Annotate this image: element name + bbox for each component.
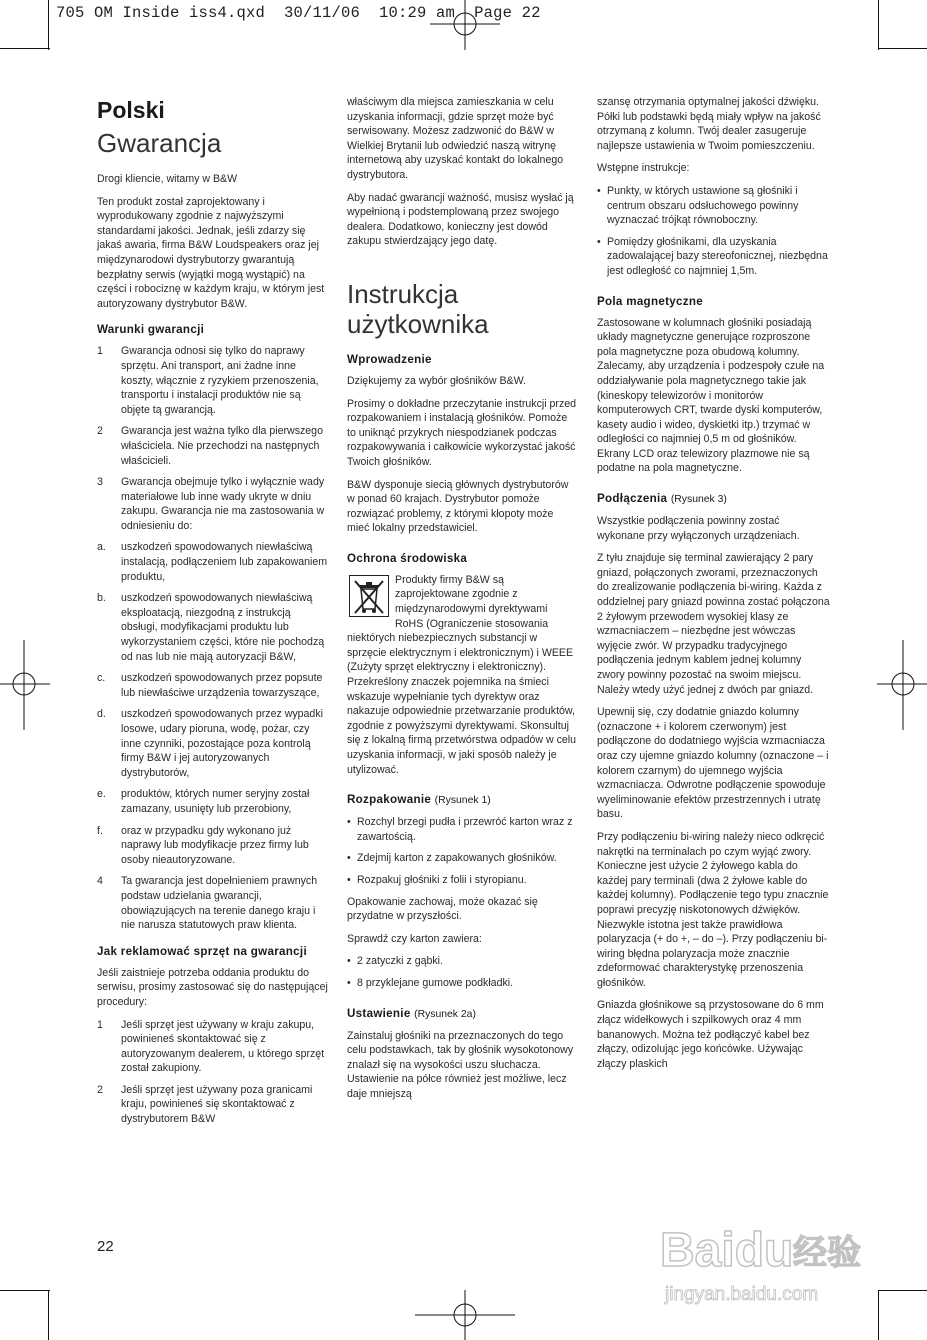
list-item: b. uszkodzeń spowodowanych niewłaściwą eksploatacją, niezgodną z instrukcją obsługi, modyfikacjami produktu lub wykorzystaniem części, które nie pochodzą od nas lub nie mają autoryzacji B&W,: [97, 592, 325, 663]
paragraph: Zainstaluj głośniki na przeznaczonych do tego celu podstawkach, tak by głośnik wysokotonowy znalazł się na wysokości uszu słuchacza. Ustawienie na półce również jest możliwe, lecz daje mniejszą: [347, 1029, 574, 1100]
list-item: • Punkty, w których ustawione są głośniki i centrum obszaru odsłuchowego powinny wyznaczać trójkąt równoboczny.: [597, 184, 799, 227]
list-item: e. produktów, których numer seryjny został zamazany, usunięty lub przerobiony,: [97, 788, 310, 815]
registration-mark-top: [430, 0, 500, 50]
list-item: • Rozchyl brzegi pudła i przewróć karton wraz z zawartością.: [347, 816, 573, 843]
paragraph: szansę otrzymania optymalnej jakości dźwięku. Półki lub podstawki będą miały wpływ na jakość otrzymaną z kolumn. Twój dealer zasugeruje najlepsze ustawienia w Twoim pomieszczeniu.: [597, 96, 821, 152]
list-item: • Rozpakuj głośniki z folii i styropianu.: [347, 873, 527, 886]
weee-bin-icon: [349, 575, 389, 617]
section-title-manual: Instrukcja użytkownika: [347, 278, 489, 339]
watermark-brand: Baidu: [660, 1224, 794, 1277]
column-3: [597, 95, 830, 1079]
list-item: f. oraz w przypadku gdy wykonano już naprawy lub modyfikacje przez firmy lub osoby nieautoryzowane.: [97, 824, 309, 866]
watermark-cn: 经验: [793, 1233, 861, 1273]
paragraph: Wstępne instrukcje:: [597, 162, 690, 175]
list-item: • 8 przyklejane gumowe podkładki.: [347, 976, 514, 989]
registration-mark-right: [877, 640, 927, 730]
paragraph: Ten produkt został zaprojektowany i wyprodukowany zgodnie z najwyższymi standardami jakości. Jednak, jeśli zdarzy się jakaś awaria, firma B&W Loudspeakers oraz jej międzynarodowi dystrybutorzy gwarantują bezpłatny serwis (wyjątki mogą wystąpić) na części i robociznę w każdym kraju, w którym jest autoryzowany dystrybutor B&W.: [97, 195, 325, 310]
paragraph: Prosimy o dokładne przeczytanie instrukcji przed rozpakowaniem i instalacją głośników. Pomoże to uniknąć przykrych niespodzianek podczas rozpakowywania i całkowicie wykorzystać jakość Twoich głośników.: [347, 397, 577, 468]
registration-mark-bottom: [415, 1290, 515, 1340]
paragraph: Produkty firmy B&W są zaprojektowane zgodnie z międzynarodowymi dyrektywami RoHS (Ograniczenie stosowania niektórych niebezpiecznych substancji w sprzęcie elektrycznym i elektronicznym) i WEEE (Zużyty sprzęt elektryczny i elektroniczny). Przekreślony znaczek pojemnika na śmieci wskazuje wypełnianie tych dyrektyw oraz nakazuje odpowiednie przetwarzanie produktów, zgodnie z powyższymi dyrektywami. Skonsultuj się z lokalną firmą przetwórstwa odpadów w celu uzyskania informacji, w jaki sposób należy je utylizować.: [347, 573, 577, 776]
list-item: 2 Jeśli sprzęt jest używany poza granicami kraju, powinieneś się skontaktować z dystrybutorem B&W: [97, 1083, 313, 1126]
section-heading-terms: Warunki gwarancji: [97, 323, 205, 337]
paragraph: Jeśli zaistnieje potrzeba oddania produktu do serwisu, prosimy zastosować się do następującej procedury:: [97, 966, 328, 1008]
section-heading-claim: Jak reklamować sprzęt na gwarancji: [97, 944, 307, 958]
paragraph: Przy podłączeniu bi-wiring należy nieco odkręcić nakrętki na terminalach po czym wyjąć zwory. Konieczne jest użycie 2 żyłowego kabla do każdej pary terminali (dwa 2 żyłowe kable do każdej kolumny). Podłączenie tego typu znacznie poprawi precyzję niskotonowych dźwięków. Niezwykle istotna jest także prawidłowa polaryzacja (+ do +, – do –). Przy podłączeniu bi-wiring błędna polaryzacja może znacznie zdeformować charakterystykę przenoszenia głośników.: [597, 830, 829, 989]
claim-list: [97, 1018, 329, 1127]
paragraph: B&W dysponuje siecią głównych dystrybutorów w ponad 60 krajach. Dystrybutor pomoże rozwiązać problemy, z którymi kłopoty może mieć lokalny przedstawiciel.: [347, 478, 569, 535]
list-item: 1 Gwarancja odnosi się tylko do naprawy sprzętu. Ani transport, ani żadne inne koszty, włącznie z ryzykiem przenoszenia, transportu i instalacji produktów nie są objęte tą gwarancją.: [97, 345, 319, 416]
paragraph: Opakowanie zachowaj, może okazać się przydatne w przyszłości.: [347, 895, 538, 923]
list-item: d. uszkodzeń spowodowanych przez wypadki losowe, udary pioruna, wodę, pożar, czy inne czynniki, pozostające poza kontrolą firmy B&W i jej autoryzowanych dystrybutorów,: [97, 708, 323, 779]
paragraph: Sprawdź czy karton zawiera:: [347, 932, 482, 945]
paragraph: Drogi kliencie, witamy w B&W: [97, 173, 238, 185]
page-title: Gwarancja: [97, 128, 222, 158]
section-heading-environment: Ochrona środowiska: [347, 551, 468, 565]
list-item: 4 Ta gwarancja jest dopełnieniem prawnych podstaw udzielania gwarancji, obowiązujących na terenie danego kraju i nie narusza statutowych praw klienta.: [97, 875, 318, 932]
list-item: c. uszkodzeń spowodowanych przez popsute lub niewłaściwe urządzenia towarzyszące,: [97, 672, 323, 699]
terms-list: [97, 344, 329, 932]
paragraph: Zastosowane w kolumnach głośniki posiadają układy magnetyczne generujące rozproszone pola magnetyczne poza obudową kolumny. Zalecamy, aby urządzenia i podzespoły czułe na oddziaływanie pola magnetycznego takie jak (kineskopy telewizorów i monitorów komputerowych CRT, twarde dyski komputerów, kasety audio i wideo, dyskietki itp.) trzymać w odległości co najmniej 0,5 m od głośników. Ekrany LCD oraz telewizory plazmowe nie są podatne na pola magnetyczne.: [597, 316, 825, 475]
paragraph: Wszystkie podłączenia powinny zostać wykonane przy wyłączonych urządzeniach.: [597, 515, 800, 542]
list-item: • Pomiędzy głośnikami, dla uzyskania zadowalającej bazy stereofonicznej, niezbędna jest odległość co najmniej 1,5m.: [597, 235, 828, 277]
paragraph: Gniazda głośnikowe są przystosowane do 6 mm złącz widełkowych i szpilkowych oraz 4 mm bananowych. Można też podłączyć kabel bez złączy, odizolując jego końcówke. Używając złączy plaskich: [597, 999, 824, 1070]
column-1: [97, 97, 329, 1134]
list-item: 3 Gwarancja obejmuje tylko i wyłącznie wady materiałowe lub inne wady ukryte w dniu zakupu. Gwarancja nie ma zastosowania w odniesieniu do:: [97, 476, 325, 532]
section-heading-intro: Wprowadzenie: [347, 352, 432, 366]
list-item: 2 Gwarancja jest ważna tylko dla pierwszego właściciela. Nie przechodzi na następnych właścicieli.: [97, 425, 323, 467]
print-slug: 705 OM Inside iss4.qxd 30/11/06 10:29 am Page 22: [56, 4, 541, 22]
section-heading-magnetic: Pola magnetyczne: [597, 294, 703, 308]
language-heading: Polski: [97, 97, 165, 123]
list-item: a. uszkodzeń spowodowanych niewłaściwą instalacją, podłączeniem lub zapakowaniem produktu,: [97, 541, 328, 583]
list-item: • 2 zatyczki z gąbki.: [347, 955, 443, 968]
list-item: • Zdejmij karton z zapakowanych głośników.: [347, 852, 557, 865]
baidu-watermark: [655, 1208, 870, 1308]
section-heading-placement: Ustawienie (Rysunek 2a): [347, 1006, 476, 1020]
paragraph: Dziękujemy za wybór głośników B&W.: [347, 374, 526, 387]
list-item: 1 Jeśli sprzęt jest używany w kraju zakupu, powinieneś skontaktować się z autoryzowanym dealerem, u którego sprzęt został zakupiony.: [97, 1018, 325, 1075]
page-number: 22: [97, 1238, 114, 1255]
paragraph: Aby nadać gwarancji ważność, musisz wysłać ją wypełnioną i podstemplowaną przez swojego dealera. Dodatkowo, konieczny jest dowód zakupu stwierdzający jego datę.: [347, 191, 574, 248]
section-heading-connections: Podłączenia (Rysunek 3): [597, 492, 727, 506]
paragraph: Upewnij się, czy dodatnie gniazdo kolumny (oznaczone + i kolorem czerwonym) jest podłączone do dodatniego wyjścia wzmacniacza oraz czy ujemne gniazdo kolumny (oznaczone – i kolorem czarnym) do ujemnego wyjścia wzmacniacza. Odwrotne podłączenie spowoduje wyeliminowanie efektów przestrzennych i utratę basu.: [597, 706, 829, 821]
watermark-url: jingyan.baidu.com: [665, 1284, 819, 1305]
registration-mark-left: [0, 640, 50, 730]
column-2: [347, 95, 577, 1110]
paragraph: właściwym dla miejsca zamieszkania w celu uzyskania informacji, gdzie sprzęt może być serwisowany. Możesz zadzwonić do B&W w Wielkiej Brytanii lub odwiedzić naszą witrynę internetową aby uzyskać kontakt do lokalnego dystrybutora.: [347, 96, 564, 181]
section-heading-unpack: Rozpakowanie (Rysunek 1): [347, 793, 491, 807]
paragraph: Z tyłu znajduje się terminal zawierający 2 pary gniazd, połączonych zworami, przeznaczonych do zrealizowanie podłączenia bi-wiring. Każda z oddzielnej pary gniazd powinna zostać połączona 2 żyłowym przewodem wysokiej klasy ze wzmacniaczem – niezbędne jest wówczas wyjęcie zwór. W przypadku tradycyjnego podłączenia jednym kablem jednej kolumny zwory powinny pozostać na swoim miejscu. Należy wtedy użyć jednej z dwóch par gniazd.: [597, 552, 830, 696]
